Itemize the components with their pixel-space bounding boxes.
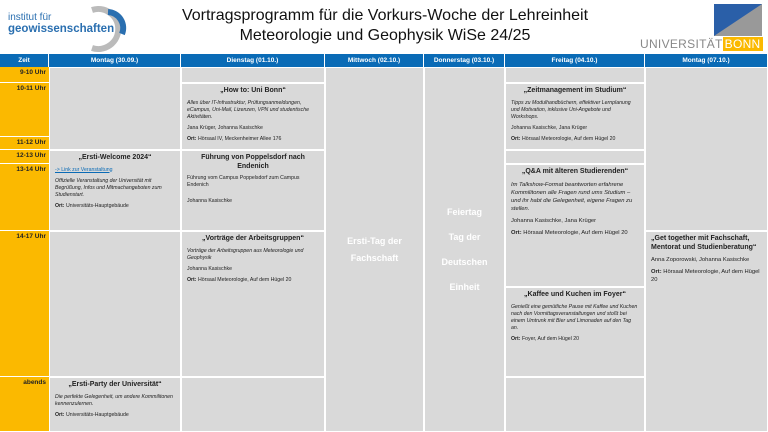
empty-cell bbox=[181, 377, 325, 432]
event-speakers: Johanna Kasischke, Jana Krüger bbox=[511, 124, 588, 131]
event-title: „Zeitmanagement im Studium“ bbox=[523, 87, 627, 94]
time-slot: 11-12 Uhr bbox=[0, 137, 49, 150]
event-title: „How to: Uni Bonn“ bbox=[220, 87, 286, 94]
event-title: Führung von Poppelsdorf nach Endenich bbox=[201, 154, 305, 170]
column-header: Donnerstag (03.10.) bbox=[424, 54, 505, 67]
empty-cell bbox=[49, 67, 181, 150]
column-header: Montag (30.09.) bbox=[49, 54, 181, 67]
event-location: Ort: Hörsaal Meteorologie, Auf dem Hügel 20 bbox=[187, 276, 292, 283]
event-how-to-uni-bonn bbox=[181, 83, 325, 150]
event-ersti-welcome bbox=[49, 150, 181, 231]
event-speakers: Jana Krüger, Johanna Kasischke bbox=[187, 124, 263, 131]
time-slot: 9-10 Uhr bbox=[0, 67, 49, 83]
empty-cell bbox=[505, 377, 645, 432]
column-header: Mittwoch (02.10.) bbox=[325, 54, 424, 67]
holiday-cell bbox=[424, 67, 505, 432]
time-slot: 10-11 Uhr bbox=[0, 83, 49, 137]
event-title: „Ersti-Welcome 2024“ bbox=[78, 154, 152, 161]
holiday-name: Tag der Deutschen Einheit bbox=[441, 231, 488, 292]
empty-cell bbox=[505, 67, 645, 83]
event-description: Führung vom Campus Poppelsdorf zum Campus Endenich bbox=[187, 175, 300, 188]
event-fuehrung bbox=[181, 150, 325, 231]
event-description: Im Talkshow-Format beantworten erfahrene Kommilitonen alle Fragen rund ums Studium – und ihr habt die Gelegenheit, eigene Fragen zu stellen. bbox=[511, 181, 633, 212]
time-slot: 12-13 Uhr bbox=[0, 150, 49, 164]
event-qa bbox=[505, 164, 645, 287]
university-logo bbox=[640, 4, 764, 52]
event-ersti-party bbox=[49, 377, 181, 432]
logo-text: BONN bbox=[724, 37, 761, 51]
event-location: Ort: Hörsaal Meteorologie, Auf dem Hügel 20 bbox=[651, 269, 760, 283]
empty-cell bbox=[645, 67, 768, 231]
event-description: Offizielle Veranstaltung der Universität mit Begrüßung, Infos und Mitmachangeboten zum Studienstart. bbox=[55, 177, 162, 198]
time-slot: 14-17 Uhr bbox=[0, 231, 49, 377]
event-description: Die perfekte Gelegenheit, um andere Kommilitonen kennenzulernen. bbox=[55, 393, 173, 407]
event-description: Vorträge der Arbeitsgruppen aus Meteorologie und Geophysik bbox=[187, 247, 304, 261]
institute-logo bbox=[8, 6, 128, 50]
empty-cell bbox=[49, 231, 181, 377]
event-title: „Kaffee und Kuchen im Foyer“ bbox=[524, 291, 626, 298]
event-title: „Q&A mit älteren Studierenden“ bbox=[521, 168, 629, 175]
page-title bbox=[150, 6, 620, 46]
event-link[interactable]: -> Link zur Veranstaltung bbox=[55, 166, 113, 173]
empty-cell bbox=[181, 67, 325, 83]
logo-text: institut für bbox=[8, 12, 52, 23]
title-line: Meteorologie und Geophysik WiSe 24/25 bbox=[239, 27, 531, 44]
event-speakers: Anna Zoporowski, Johanna Kasischke bbox=[651, 257, 750, 263]
event-location: Ort: Hörsaal Meteorologie, Auf dem Hügel 20 bbox=[511, 135, 616, 142]
column-header: Montag (07.10.) bbox=[645, 54, 768, 67]
event-speakers: Johanna Kasischke bbox=[187, 265, 232, 272]
event-speakers: Johanna Kasischke bbox=[187, 198, 232, 204]
logo-square-icon bbox=[714, 4, 762, 36]
event-zeitmanagement bbox=[505, 83, 645, 150]
event-title: „Vorträge der Arbeitsgruppen“ bbox=[202, 235, 304, 242]
holiday-label: Feiertag bbox=[446, 206, 482, 217]
event-location: Ort: Universitäts-Hauptgebäude bbox=[55, 411, 129, 418]
event-get-together bbox=[645, 231, 768, 432]
column-header: Dienstag (01.10.) bbox=[181, 54, 325, 67]
event-location: Ort: Hörsaal Meteorologie, Auf dem Hügel 20 bbox=[511, 229, 628, 236]
time-slot: abends bbox=[0, 377, 49, 432]
column-header: Zeit bbox=[0, 54, 49, 67]
logo-text: geowissenschaften bbox=[8, 23, 115, 35]
title-line: Vortragsprogramm für die Vorkurs-Woche der Lehreinheit bbox=[181, 7, 589, 24]
event-ersti-tag bbox=[325, 67, 424, 432]
event-title: Ersti-Tag der Fachschaft bbox=[347, 235, 402, 263]
event-title: „Ersti-Party der Universität“ bbox=[68, 381, 162, 388]
event-speakers: Johanna Kasischke, Jana Krüger bbox=[511, 217, 597, 224]
arc-logo-icon bbox=[78, 6, 130, 52]
event-description: Alles über IT-Infrastruktur, Prüfungsanmeldungen, eCampus, Uni-Mail, Lizenzen, VPN und studentische Aktivitäten. bbox=[187, 99, 309, 120]
event-kaffee-kuchen bbox=[505, 287, 645, 377]
logo-text: UNIVERSITÄT bbox=[640, 37, 723, 51]
event-description: Tipps zu Modulhandbüchern, effektiver Lernplanung und Motivation, inklusive Uni-Angebote und Workshops. bbox=[511, 99, 631, 120]
event-title: „Get together mit Fachschaft, Mentorat und Studienberatung“ bbox=[651, 235, 757, 251]
column-header: Freitag (04.10.) bbox=[505, 54, 645, 67]
event-location: Ort: Universitäts-Hauptgebäude bbox=[55, 202, 129, 209]
time-slot: 13-14 Uhr bbox=[0, 164, 49, 231]
event-location: Ort: Foyer, Auf dem Hügel 20 bbox=[511, 335, 580, 342]
empty-cell bbox=[505, 150, 645, 164]
event-location: Ort: Hörsaal IV, Meckenheimer Allee 176 bbox=[187, 135, 282, 142]
event-description: Genießt eine gemütliche Pause mit Kaffee und Kuchen nach den Vormittagsveranstaltungen und stoßt bei einem Umtrunk mit Bier und Limonaden auf den Tag an. bbox=[511, 303, 638, 331]
event-vortraege-arbeitsgruppen bbox=[181, 231, 325, 377]
